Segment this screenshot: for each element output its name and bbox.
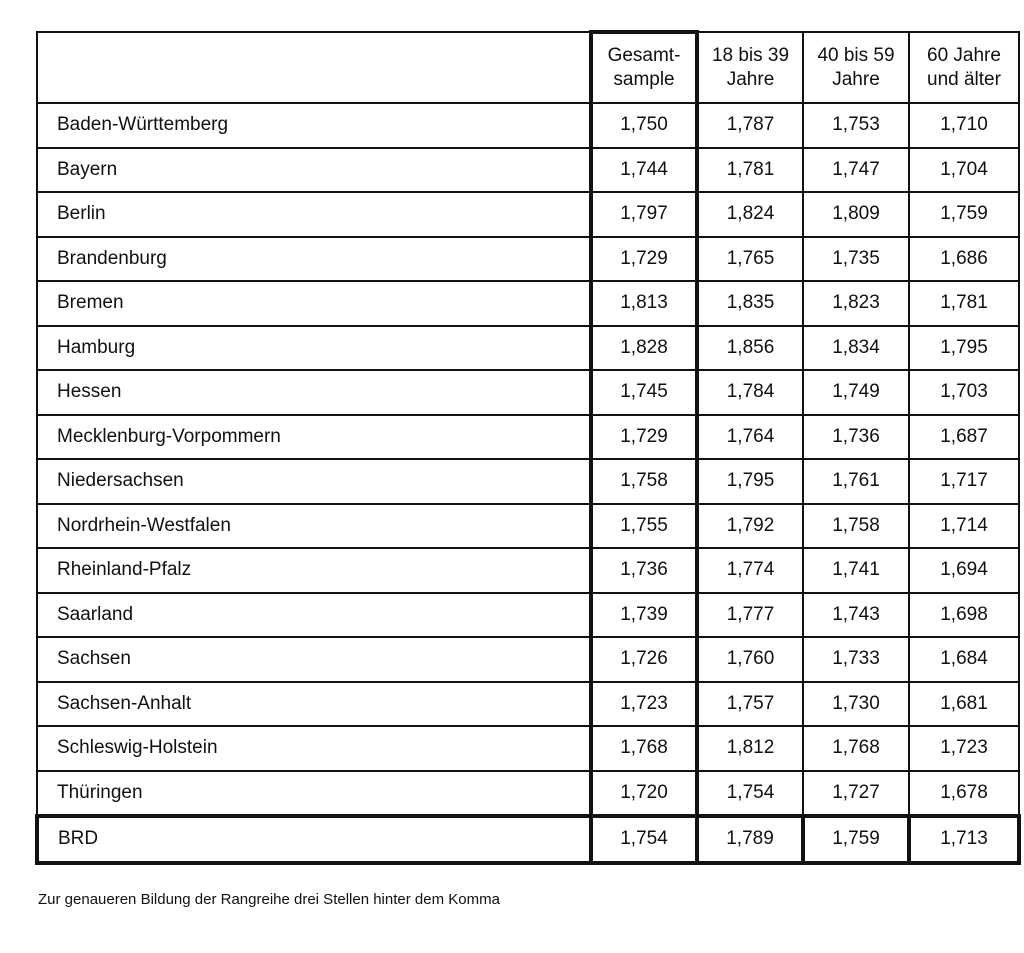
cell-60-plus: 1,717 bbox=[909, 459, 1019, 504]
cell-60-plus: 1,795 bbox=[909, 326, 1019, 371]
total-gesamtsample: 1,754 bbox=[591, 816, 697, 863]
table-row bbox=[37, 637, 1019, 682]
cell-18-39: 1,765 bbox=[697, 237, 803, 282]
cell-gesamtsample: 1,755 bbox=[591, 504, 697, 549]
table-row bbox=[37, 192, 1019, 237]
cell-18-39: 1,757 bbox=[697, 682, 803, 727]
cell-60-plus: 1,703 bbox=[909, 370, 1019, 415]
cell-18-39: 1,792 bbox=[697, 504, 803, 549]
row-label: Baden-Württemberg bbox=[37, 103, 591, 148]
row-label: Sachsen bbox=[37, 637, 591, 682]
table-row bbox=[37, 415, 1019, 460]
cell-40-59: 1,761 bbox=[803, 459, 909, 504]
cell-18-39: 1,754 bbox=[697, 771, 803, 817]
cell-60-plus: 1,678 bbox=[909, 771, 1019, 817]
cell-60-plus: 1,687 bbox=[909, 415, 1019, 460]
cell-18-39: 1,781 bbox=[697, 148, 803, 193]
table-row bbox=[37, 548, 1019, 593]
cell-gesamtsample: 1,729 bbox=[591, 237, 697, 282]
table-row bbox=[37, 148, 1019, 193]
cell-18-39: 1,784 bbox=[697, 370, 803, 415]
row-label: Bremen bbox=[37, 281, 591, 326]
row-label: Saarland bbox=[37, 593, 591, 638]
cell-18-39: 1,760 bbox=[697, 637, 803, 682]
table-row bbox=[37, 771, 1019, 817]
table-row bbox=[37, 726, 1019, 771]
cell-18-39: 1,824 bbox=[697, 192, 803, 237]
cell-40-59: 1,735 bbox=[803, 237, 909, 282]
table-row bbox=[37, 326, 1019, 371]
total-18-39: 1,789 bbox=[697, 816, 803, 863]
cell-60-plus: 1,714 bbox=[909, 504, 1019, 549]
cell-gesamtsample: 1,750 bbox=[591, 103, 697, 148]
table-row bbox=[37, 237, 1019, 282]
cell-gesamtsample: 1,723 bbox=[591, 682, 697, 727]
cell-40-59: 1,768 bbox=[803, 726, 909, 771]
header-18-39: 18 bis 39 Jahre bbox=[697, 32, 803, 103]
cell-40-59: 1,733 bbox=[803, 637, 909, 682]
cell-gesamtsample: 1,828 bbox=[591, 326, 697, 371]
row-label: Thüringen bbox=[37, 771, 591, 817]
cell-60-plus: 1,781 bbox=[909, 281, 1019, 326]
footnote: Zur genaueren Bildung der Rangreihe drei Stellen hinter dem Komma bbox=[38, 891, 500, 908]
row-label: Hamburg bbox=[37, 326, 591, 371]
cell-18-39: 1,774 bbox=[697, 548, 803, 593]
cell-40-59: 1,736 bbox=[803, 415, 909, 460]
cell-60-plus: 1,710 bbox=[909, 103, 1019, 148]
cell-60-plus: 1,694 bbox=[909, 548, 1019, 593]
cell-gesamtsample: 1,797 bbox=[591, 192, 697, 237]
header-blank-cell bbox=[37, 32, 591, 103]
cell-18-39: 1,812 bbox=[697, 726, 803, 771]
cell-gesamtsample: 1,739 bbox=[591, 593, 697, 638]
cell-40-59: 1,743 bbox=[803, 593, 909, 638]
cell-60-plus: 1,759 bbox=[909, 192, 1019, 237]
cell-60-plus: 1,723 bbox=[909, 726, 1019, 771]
cell-40-59: 1,823 bbox=[803, 281, 909, 326]
cell-60-plus: 1,704 bbox=[909, 148, 1019, 193]
table-row bbox=[37, 504, 1019, 549]
cell-gesamtsample: 1,726 bbox=[591, 637, 697, 682]
table-row bbox=[37, 103, 1019, 148]
total-60-plus: 1,713 bbox=[909, 816, 1019, 863]
table-row bbox=[37, 370, 1019, 415]
cell-40-59: 1,834 bbox=[803, 326, 909, 371]
cell-18-39: 1,787 bbox=[697, 103, 803, 148]
cell-60-plus: 1,686 bbox=[909, 237, 1019, 282]
header-40-59: 40 bis 59 Jahre bbox=[803, 32, 909, 103]
cell-40-59: 1,753 bbox=[803, 103, 909, 148]
cell-40-59: 1,730 bbox=[803, 682, 909, 727]
cell-gesamtsample: 1,745 bbox=[591, 370, 697, 415]
row-label: Schleswig-Holstein bbox=[37, 726, 591, 771]
cell-40-59: 1,749 bbox=[803, 370, 909, 415]
cell-40-59: 1,727 bbox=[803, 771, 909, 817]
cell-60-plus: 1,684 bbox=[909, 637, 1019, 682]
table-row bbox=[37, 459, 1019, 504]
row-label: Sachsen-Anhalt bbox=[37, 682, 591, 727]
cell-18-39: 1,795 bbox=[697, 459, 803, 504]
row-label: Nordrhein-Westfalen bbox=[37, 504, 591, 549]
cell-60-plus: 1,681 bbox=[909, 682, 1019, 727]
cell-40-59: 1,741 bbox=[803, 548, 909, 593]
cell-gesamtsample: 1,768 bbox=[591, 726, 697, 771]
cell-18-39: 1,856 bbox=[697, 326, 803, 371]
cell-gesamtsample: 1,813 bbox=[591, 281, 697, 326]
cell-gesamtsample: 1,720 bbox=[591, 771, 697, 817]
header-60-plus: 60 Jahre und älter bbox=[909, 32, 1019, 103]
total-row-label: BRD bbox=[37, 816, 591, 863]
state-statistics-table bbox=[35, 30, 1021, 865]
row-label: Rheinland-Pfalz bbox=[37, 548, 591, 593]
cell-40-59: 1,809 bbox=[803, 192, 909, 237]
row-label: Hessen bbox=[37, 370, 591, 415]
cell-18-39: 1,777 bbox=[697, 593, 803, 638]
table-row bbox=[37, 281, 1019, 326]
row-label: Berlin bbox=[37, 192, 591, 237]
table-row bbox=[37, 682, 1019, 727]
cell-gesamtsample: 1,736 bbox=[591, 548, 697, 593]
cell-40-59: 1,758 bbox=[803, 504, 909, 549]
row-label: Bayern bbox=[37, 148, 591, 193]
cell-gesamtsample: 1,758 bbox=[591, 459, 697, 504]
row-label: Brandenburg bbox=[37, 237, 591, 282]
header-row bbox=[37, 32, 1019, 103]
table-row bbox=[37, 593, 1019, 638]
cell-18-39: 1,835 bbox=[697, 281, 803, 326]
row-label: Niedersachsen bbox=[37, 459, 591, 504]
total-row-brd bbox=[37, 816, 1019, 863]
row-label: Mecklenburg-Vorpommern bbox=[37, 415, 591, 460]
total-40-59: 1,759 bbox=[803, 816, 909, 863]
header-gesamtsample: Gesamt- sample bbox=[591, 32, 697, 103]
cell-40-59: 1,747 bbox=[803, 148, 909, 193]
cell-18-39: 1,764 bbox=[697, 415, 803, 460]
cell-60-plus: 1,698 bbox=[909, 593, 1019, 638]
cell-gesamtsample: 1,729 bbox=[591, 415, 697, 460]
cell-gesamtsample: 1,744 bbox=[591, 148, 697, 193]
